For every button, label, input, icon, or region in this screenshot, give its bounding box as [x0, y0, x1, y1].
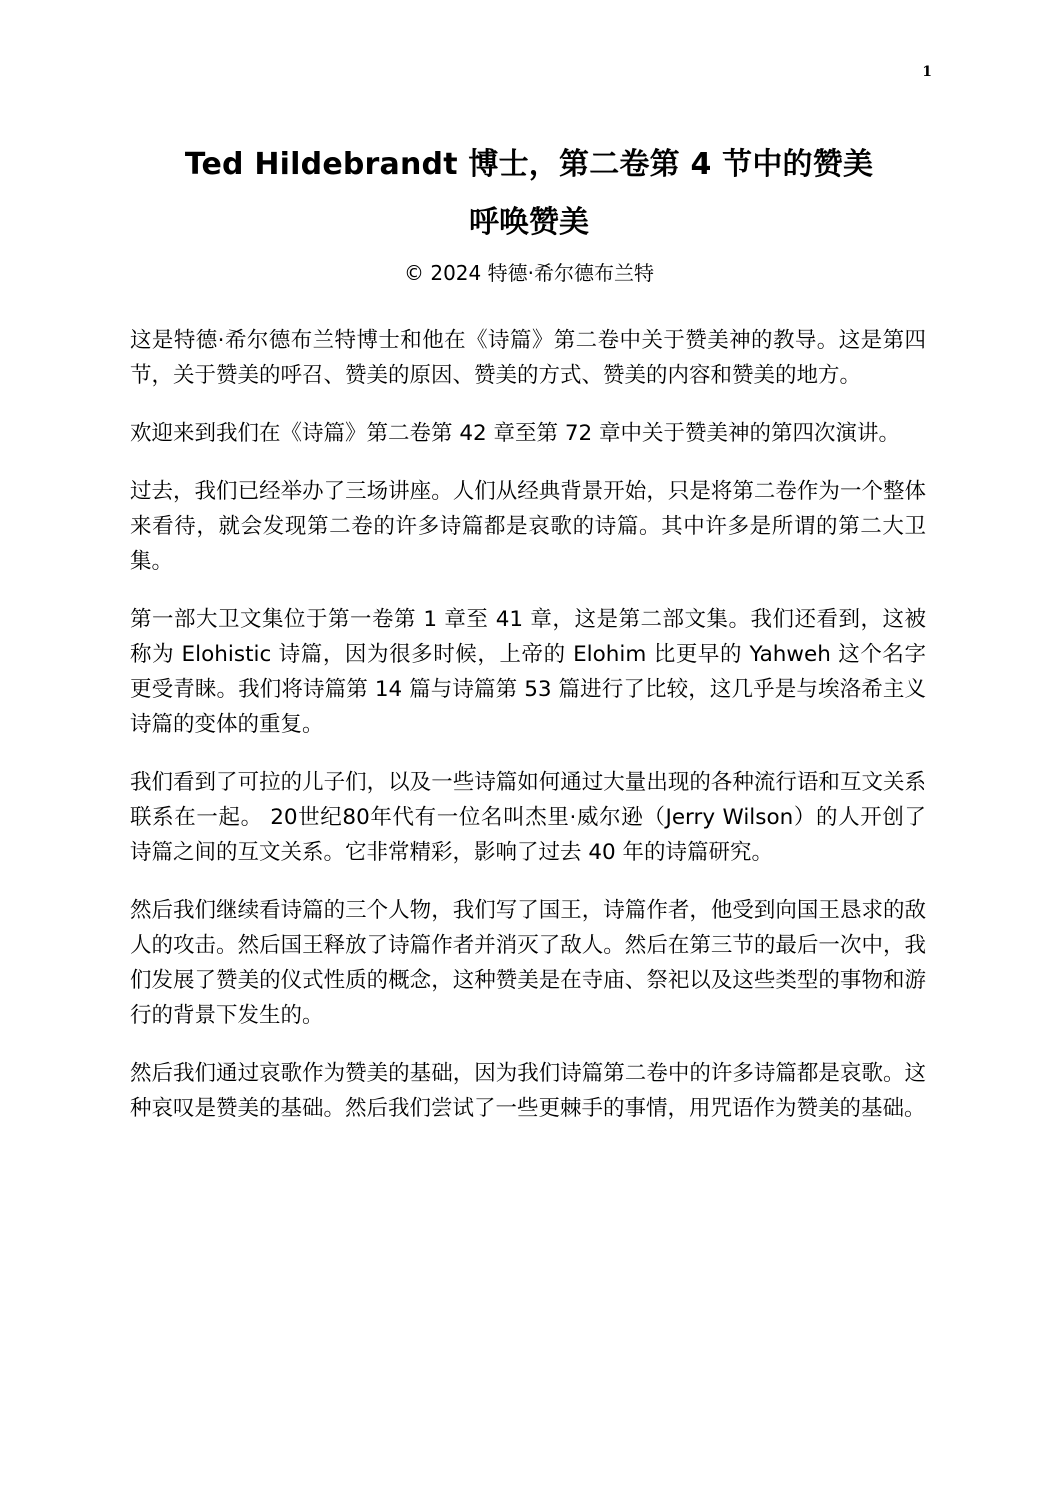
paragraph-past-lectures: 过去，我们已经举办了三场讲座。人们从经典背景开始，只是将第二卷作为一个整体来看待，就会发现第二卷的许多诗篇都是哀歌的诗篇。其中许多是所谓的第二大卫集。	[130, 479, 926, 574]
paragraph-davidic-collection: 第一部大卫文集位于第一卷第 1 章至 41 章，这是第二部文集。我们还看到，这被称为 Elohistic 诗篇，因为很多时候，上帝的 Elohim 比更早的 Yahweh 这个名字更受青睐。我们将诗篇第 14 篇与诗篇第 53 篇进行了比较，这几乎是与埃洛希主义诗篇的变体的重复。	[130, 607, 926, 737]
paragraph-lament-basis: 然后我们通过哀歌作为赞美的基础，因为我们诗篇第二卷中的许多诗篇都是哀歌。这种哀叹是赞美的基础。然后我们尝试了一些更棘手的事情，用咒语作为赞美的基础。	[130, 1061, 926, 1121]
document-subtitle: 呼唤赞美	[469, 205, 589, 240]
paragraph-welcome: 欢迎来到我们在《诗篇》第二卷第 42 章至第 72 章中关于赞美神的第四次演讲。	[130, 421, 901, 446]
paragraph-three-characters: 然后我们继续看诗篇的三个人物，我们写了国王，诗篇作者，他受到向国王恳求的敌人的攻击。然后国王释放了诗篇作者并消灭了敌人。然后在第三节的最后一次中，我们发展了赞美的仪式性质的概念，这种赞美是在寺庙、祭祀以及这些类型的事物和游行的背景下发生的。	[130, 898, 926, 1028]
copyright-notice: © 2024 特德·希尔德布兰特	[404, 261, 654, 285]
paragraph-sons-of-korah: 我们看到了可拉的儿子们，以及一些诗篇如何通过大量出现的各种流行语和互文关系联系在一起。 20世纪80年代有一位名叫杰里·威尔逊（Jerry Wilson）的人开创了诗篇之间的互文关系。它非常精彩，影响了过去 40 年的诗篇研究。	[130, 770, 926, 865]
paragraph-intro: 这是特德·希尔德布兰特博士和他在《诗篇》第二卷中关于赞美神的教导。这是第四节，关于赞美的呼召、赞美的原因、赞美的方式、赞美的内容和赞美的地方。	[130, 328, 926, 388]
document-title: Ted Hildebrandt 博士，第二卷第 4 节中的赞美	[184, 147, 874, 182]
page-number: 1	[922, 64, 932, 80]
document-body	[130, 323, 926, 1149]
